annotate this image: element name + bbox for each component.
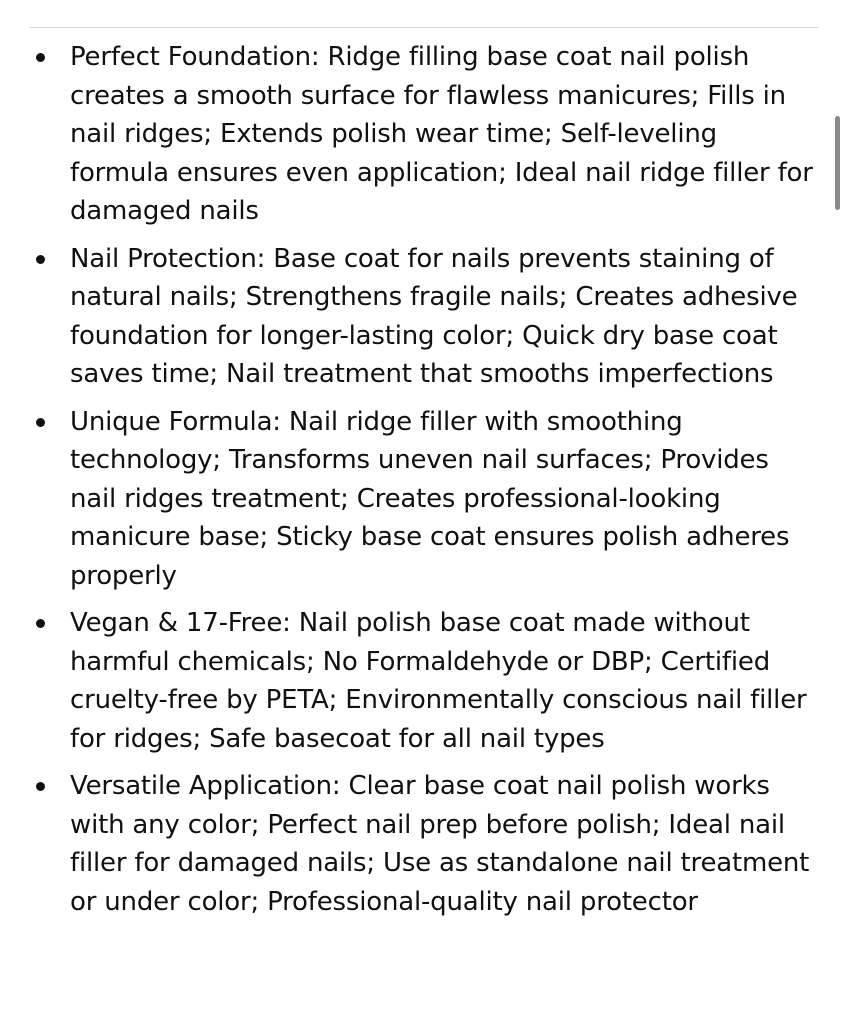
feature-text: Perfect Foundation: Ridge filling base coat nail polish creates a smooth surface for flawless manicures; Fills in nail ridges; Extends polish wear time; Self-leveling formula ensures even application; Ideal nail ridge filler for damaged nails (70, 42, 813, 226)
cropped-text-fragment (250, 0, 270, 3)
feature-text: Vegan & 17-Free: Nail polish base coat made without harmful chemicals; No Formaldehyde or DBP; Certified cruelty-free by PETA; Environmentally conscious nail filler for ridges; Safe basecoat for all nail types (70, 608, 807, 754)
bullet-icon (36, 782, 45, 791)
bullet-icon (36, 53, 45, 62)
section-divider (30, 27, 818, 28)
feature-item-perfect-foundation (30, 38, 820, 231)
bullet-icon (36, 418, 45, 427)
feature-item-unique-formula (30, 403, 820, 596)
feature-item-nail-protection (30, 240, 820, 394)
feature-text: Versatile Application: Clear base coat nail polish works with any color; Perfect nail prep before polish; Ideal nail filler for damaged nails; Use as standalone nail treatment or under color; Professional-quality nail protector (70, 771, 810, 917)
bullet-icon (36, 255, 45, 264)
feature-text: Nail Protection: Base coat for nails prevents staining of natural nails; Strengthens fragile nails; Creates adhesive foundation for longer-lasting color; Quick dry base coat saves time; Nail treatment that smooths imperfections (70, 243, 798, 389)
bullet-icon (36, 619, 45, 628)
feature-item-versatile-application (30, 767, 820, 921)
scrollbar-thumb[interactable] (835, 116, 840, 210)
feature-text: Unique Formula: Nail ridge filler with smoothing technology; Transforms uneven nail surfaces; Provides nail ridges treatment; Creates professional-looking manicure base; Sticky base coat ensures polish adheres properly (70, 406, 790, 591)
feature-item-vegan-17-free (30, 604, 820, 758)
feature-bullet-list (30, 38, 820, 930)
